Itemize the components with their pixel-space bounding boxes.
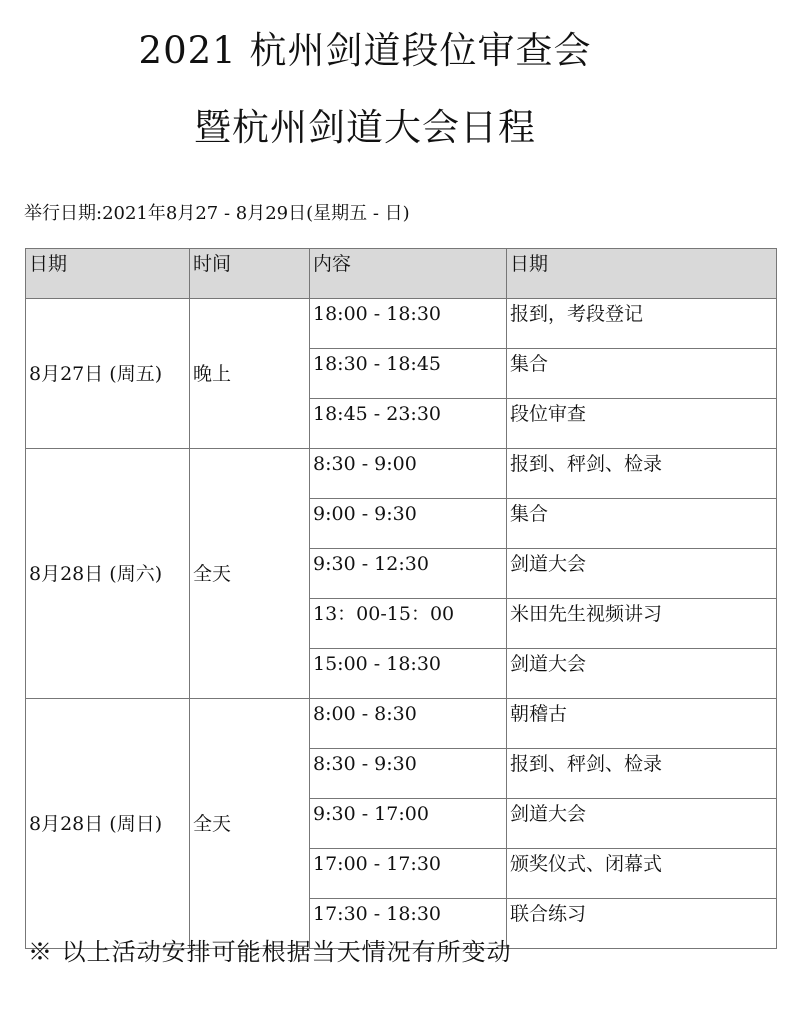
table-row — [26, 699, 777, 749]
activity-cell: 联合练习 — [507, 899, 777, 949]
activity-cell: 报到，考段登记 — [507, 299, 777, 349]
activity-cell: 剑道大会 — [507, 549, 777, 599]
time-cell: 18:00 - 18:30 — [310, 299, 507, 349]
header-content: 内容 — [310, 249, 507, 299]
activity-cell: 集合 — [507, 349, 777, 399]
activity-cell: 集合 — [507, 499, 777, 549]
time-cell: 8:00 - 8:30 — [310, 699, 507, 749]
day-date-cell: 8月27日 (周五) — [26, 299, 190, 449]
activity-cell: 报到、秤剑、检录 — [507, 449, 777, 499]
header-date-2: 日期 — [507, 249, 777, 299]
time-cell: 9:30 - 12:30 — [310, 549, 507, 599]
time-cell: 17:00 - 17:30 — [310, 849, 507, 899]
document-title-line-2: 暨杭州剑道大会日程 — [194, 106, 536, 149]
activity-cell: 颁奖仪式、闭幕式 — [507, 849, 777, 899]
day-date-cell: 8月28日 (周六) — [26, 449, 190, 699]
activity-cell: 剑道大会 — [507, 649, 777, 699]
event-dates: 举行日期:2021年8月27 - 8月29日(星期五 - 日) — [24, 203, 410, 224]
time-cell: 9:00 - 9:30 — [310, 499, 507, 549]
time-cell: 17:30 - 18:30 — [310, 899, 507, 949]
activity-cell: 朝稽古 — [507, 699, 777, 749]
activity-cell: 剑道大会 — [507, 799, 777, 849]
schedule-table — [25, 248, 777, 949]
document-title-line-1: 2021 杭州剑道段位审查会 — [138, 29, 592, 72]
table-row — [26, 299, 777, 349]
time-cell: 18:30 - 18:45 — [310, 349, 507, 399]
day-date-cell: 8月28日 (周日) — [26, 699, 190, 949]
time-cell: 8:30 - 9:00 — [310, 449, 507, 499]
activity-cell: 米田先生视频讲习 — [507, 599, 777, 649]
time-cell: 18:45 - 23:30 — [310, 399, 507, 449]
time-cell: 13：00-15：00 — [310, 599, 507, 649]
schedule-table-header — [26, 249, 777, 299]
table-row — [26, 449, 777, 499]
time-cell: 8:30 - 9:30 — [310, 749, 507, 799]
day-period-cell: 全天 — [190, 449, 310, 699]
time-cell: 15:00 - 18:30 — [310, 649, 507, 699]
activity-cell: 报到、秤剑、检录 — [507, 749, 777, 799]
header-time: 时间 — [190, 249, 310, 299]
activity-cell: 段位审查 — [507, 399, 777, 449]
day-period-cell: 全天 — [190, 699, 310, 949]
schedule-table-body — [26, 299, 777, 949]
header-row — [26, 249, 777, 299]
time-cell: 9:30 - 17:00 — [310, 799, 507, 849]
day-period-cell: 晚上 — [190, 299, 310, 449]
header-date: 日期 — [26, 249, 190, 299]
footnote: ※ 以上活动安排可能根据当天情况有所变动 — [28, 938, 512, 966]
